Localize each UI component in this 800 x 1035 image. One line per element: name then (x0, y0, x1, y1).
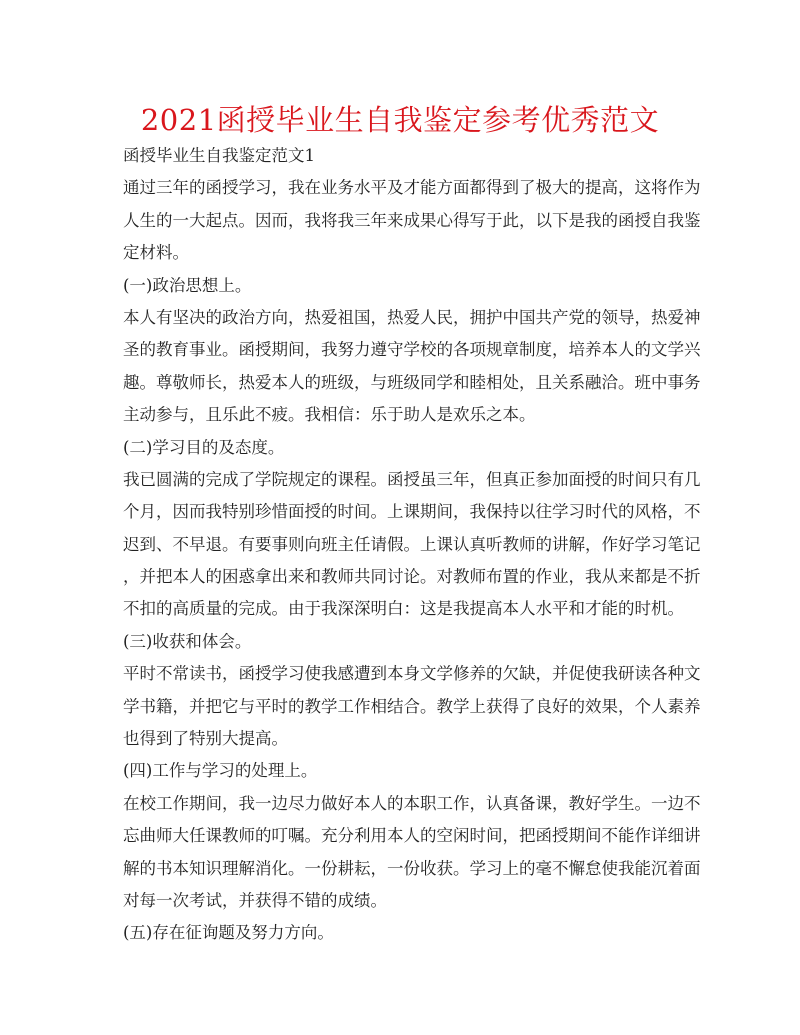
body-line: 也得到了特别大提高。 (123, 729, 288, 749)
body-line: 解的书本知识理解消化。一份耕耘，一份收获。学习上的毫不懈怠使我能沉着面 (123, 858, 701, 878)
body-line: 函授毕业生自我鉴定范文1 (123, 146, 315, 165)
body-line: (五)存在征询题及努力方向。 (123, 923, 334, 943)
body-line: 通过三年的函授学习，我在业务水平及才能方面都得到了极大的提高，这将作为 (123, 178, 701, 198)
document-title: 2021函授毕业生自我鉴定参考优秀范文 (140, 103, 660, 137)
body-line: 忘曲师大任课教师的叮嘱。充分利用本人的空闲时间，把函授期间不能作详细讲 (123, 826, 701, 846)
body-line: 本人有坚决的政治方向，热爱祖国，热爱人民，拥护中国共产党的领导，热爱神 (123, 307, 701, 327)
body-line: 对每一次考试，并获得不错的成绩。 (123, 890, 387, 910)
body-line: 学书籍，并把它与平时的教学工作相结合。教学上获得了良好的效果，个人素养 (123, 696, 701, 716)
body-line: (二)学习目的及态度。 (123, 437, 285, 457)
body-line: 人生的一大起点。因而，我将我三年来成果心得写于此，以下是我的函授自我鉴 (123, 210, 701, 230)
document-body (123, 140, 701, 950)
body-line: 个月，因而我特别珍惜面授的时间。上课期间，我保持以往学习时代的风格，不 (123, 502, 701, 522)
body-line: 我已圆满的完成了学院规定的课程。函授虽三年，但真正参加面授的时间只有几 (123, 469, 701, 489)
body-line: 不扣的高质量的完成。由于我深深明白：这是我提高本人水平和才能的时机。 (123, 599, 684, 619)
body-line: ，并把本人的困惑拿出来和教师共同讨论。对教师布置的作业，我从来都是不折 (123, 567, 701, 587)
body-line: (三)收获和体会。 (123, 631, 252, 651)
body-line: 主动参与，且乐此不疲。我相信：乐于助人是欢乐之本。 (123, 405, 536, 425)
body-line: 迟到、不早退。有要事则向班主任请假。上课认真听教师的讲解，作好学习笔记 (123, 534, 701, 554)
body-line: 平时不常读书，函授学习使我感遭到本身文学修养的欠缺，并促使我研读各种文 (123, 664, 701, 684)
body-line: 在校工作期间，我一边尽力做好本人的本职工作，认真备课，教好学生。一边不 (123, 793, 701, 813)
body-line: (一)政治思想上。 (123, 275, 252, 295)
body-line: (四)工作与学习的处理上。 (123, 761, 318, 781)
body-line: 趣。尊敬师长，热爱本人的班级，与班级同学和睦相处，且关系融洽。班中事务 (123, 372, 701, 392)
body-line: 圣的教育事业。函授期间，我努力遵守学校的各项规章制度，培养本人的文学兴 (123, 340, 701, 360)
body-line: 定材料。 (123, 243, 189, 263)
